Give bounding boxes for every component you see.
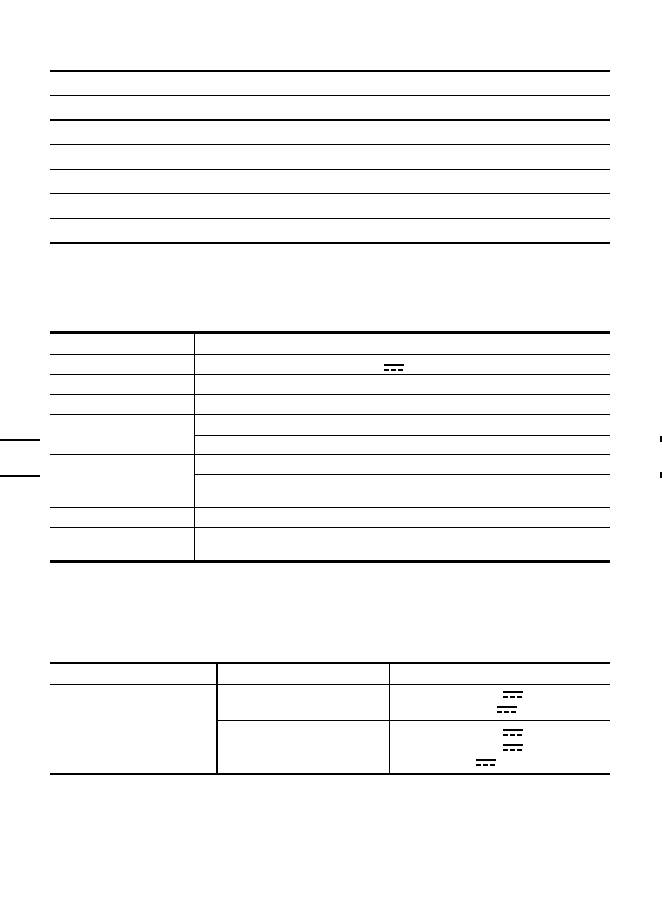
table-power-column-divider	[216, 662, 218, 775]
dc-voltage-icon	[503, 691, 523, 699]
table-top-row-divider	[50, 95, 610, 96]
thumb-index-mark-top	[0, 439, 40, 441]
table-specs-row-divider	[195, 474, 610, 475]
table-specs-row-divider	[50, 507, 610, 508]
table-specs-row-divider	[50, 527, 610, 528]
table-top-row-divider	[50, 193, 610, 194]
table-power-column-divider	[389, 662, 390, 775]
dc-voltage-icon	[384, 364, 404, 372]
table-top-border-top	[50, 70, 610, 72]
table-power-header-divider	[50, 684, 610, 685]
table-specs-row-divider	[50, 454, 610, 455]
table-top-border-bottom	[50, 242, 610, 244]
dc-voltage-icon	[503, 744, 523, 752]
thumb-index-mark-bottom	[0, 475, 40, 477]
dc-voltage-icon	[503, 729, 523, 737]
table-top-row-divider	[50, 169, 610, 170]
table-specs-border-top	[50, 331, 610, 334]
table-specs-row-divider	[195, 435, 610, 436]
table-power-border-top	[50, 662, 610, 664]
table-top-row-divider	[50, 218, 610, 219]
table-specs-row-divider	[50, 354, 610, 355]
table-power-row-divider	[218, 720, 610, 721]
table-specs-row-divider	[50, 414, 610, 415]
table-specs-border-bottom	[50, 560, 610, 563]
dc-voltage-icon	[497, 706, 517, 714]
table-specs-row-divider	[50, 374, 610, 375]
table-specs-row-divider	[50, 394, 610, 395]
table-top-row-divider	[50, 144, 610, 145]
table-power-border-bottom	[50, 773, 610, 775]
table-top-row-divider	[50, 119, 610, 121]
dc-voltage-icon	[476, 759, 496, 767]
